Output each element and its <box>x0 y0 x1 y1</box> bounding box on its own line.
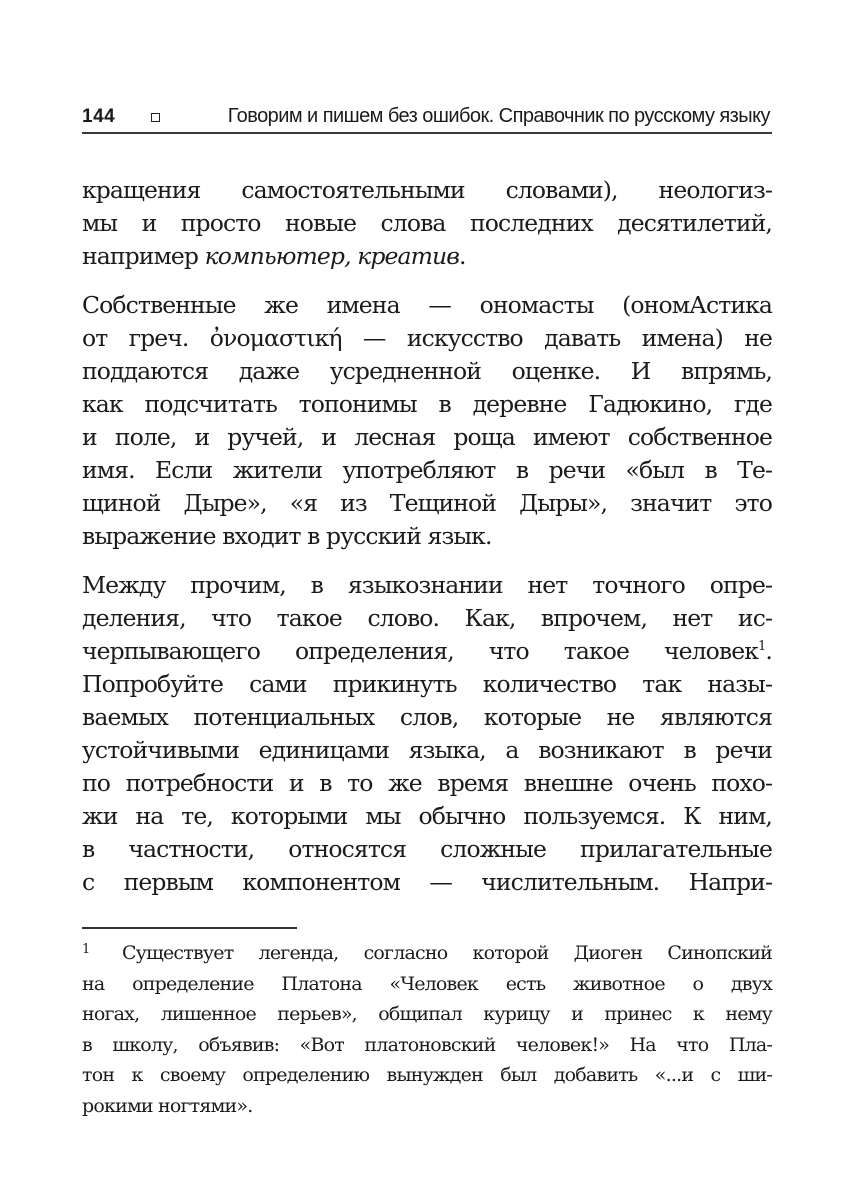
running-title: Говорим и пишем без ошибок. Справочник по русскому языку <box>227 105 770 127</box>
running-header <box>82 98 772 134</box>
footnote-divider <box>82 927 297 929</box>
footnote-line <box>82 935 772 969</box>
text-line: с первым компонентом — числительным. Напри- <box>82 868 772 896</box>
footnote-line: в школу, объявив: «Вот платоновский человек!» На что Пла- <box>82 1033 772 1056</box>
footnote-reference[interactable]: 1 <box>758 639 766 655</box>
footnote-mark: 1 <box>82 942 90 957</box>
footnote-line: рокими ногтями». <box>82 1094 253 1117</box>
text-line: и поле, и ручей, и лесная роща имеют собственное <box>82 423 772 451</box>
footnote <box>82 935 772 1121</box>
text-line: ваемых потенциальных слов, которые не являются <box>82 703 772 731</box>
italic-examples: компьютер, креатив <box>204 242 460 270</box>
text-line: имя. Если жители употребляют в речи «был в Те- <box>82 456 772 484</box>
text-line: жи на те, которыми мы обычно пользуемся. К ним, <box>82 802 772 830</box>
page-number: 144 <box>82 106 116 127</box>
text-line: Между прочим, в языкознании нет точного опре- <box>82 571 772 599</box>
text-line-prefix: например <box>82 242 205 270</box>
text-line: от греч. ὀνομαστική — искусство давать имена) не <box>82 324 772 352</box>
text-line <box>82 240 772 273</box>
paragraph-3 <box>82 569 772 899</box>
footnote-line: тон к своему определению вынужден был добавить «...и с ши- <box>82 1064 772 1086</box>
footnote-line: на определение Платона «Человек есть животное о двух <box>82 972 772 995</box>
main-text <box>82 174 772 915</box>
text-line-suffix: . <box>459 242 466 270</box>
paragraph-2 <box>82 289 772 553</box>
text-line: деления, что такое слово. Как, впрочем, нет ис- <box>82 604 772 632</box>
text-line: мы и просто новые слова последних десятилетий, <box>82 209 772 237</box>
text-line: поддаются даже усредненной оценке. И впрямь, <box>82 357 772 385</box>
text-line: в частности, относятся сложные прилагательные <box>82 835 772 863</box>
text-line-tail: . <box>765 637 772 665</box>
text-line <box>82 635 772 668</box>
footnote-line-text: Существует легенда, согласно которой Диоген Синопский <box>122 942 772 964</box>
paragraph-1 <box>82 174 772 273</box>
text-line: выражение входит в русский язык. <box>82 522 492 550</box>
text-line: щиной Дыре», «я из Тещиной Дыры», значит это <box>82 489 772 517</box>
text-line: по потребности и в то же время внешне очень похо- <box>82 769 772 797</box>
square-bullet-icon <box>151 113 160 122</box>
text-line: Попробуйте сами прикинуть количество так назы- <box>82 670 772 698</box>
footnote-line: ногах, лишенное перьев», общипал курицу и принес к нему <box>82 1003 772 1025</box>
text-line-content: черпывающего определения, что такое человек <box>82 637 759 665</box>
text-line: Собственные же имена — ономасты (ономАстика <box>82 291 772 319</box>
text-line: кращения самостоятельными словами), неологиз- <box>82 176 772 204</box>
text-line: устойчивыми единицами языка, а возникают в речи <box>82 736 772 764</box>
text-line: как подсчитать топонимы в деревне Гадюкино, где <box>82 390 772 418</box>
